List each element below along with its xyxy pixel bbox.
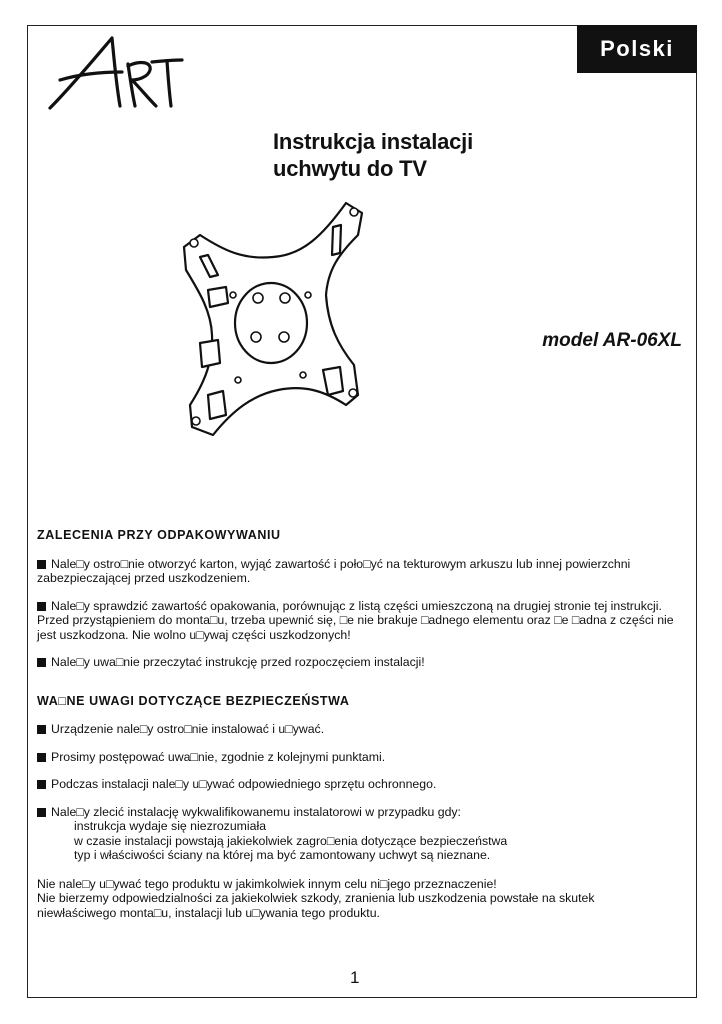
tv-bracket-illustration (178, 195, 368, 450)
bullet-square-icon (37, 602, 46, 611)
list-item: Urządzenie nale□y ostro□nie instalować i u□ywać. (37, 722, 677, 737)
section-heading-safety: WA□NE UWAGI DOTYCZĄCE BEZPIECZEŃSTWA (37, 693, 350, 708)
bullet-square-icon (37, 560, 46, 569)
closing-line: Nie bierzemy odpowiedzialności za jakiekolwiek szkody, zranienia lub uszkodzenia powstałe na skutek niewłaściwego monta□u, instalacji lub u□ywania tego produktu. (37, 891, 595, 920)
bullet-square-icon (37, 725, 46, 734)
closing-line: Nie nale□y u□ywać tego produktu w jakimkolwiek innym celu ni□jego przeznaczenie! (37, 876, 497, 891)
model-number: model AR-06XL (542, 330, 682, 351)
bullet-square-icon (37, 658, 46, 667)
page-title (273, 128, 473, 182)
list-item: Podczas instalacji nale□y u□ywać odpowiedniego sprzętu ochronnego. (37, 777, 677, 792)
art-logo (40, 28, 190, 118)
sub-item: typ i właściwości ściany na której ma być zamontowany uchwyt są nieznane. (74, 848, 491, 862)
list-item: Nale□y sprawdzić zawartość opakowania, porównując z listą części umieszczoną na drugiej stronie tej instrukcji. Przed przystąpieniem do monta□u, trzeba upewnić się, □e nie brakuje □adnego elementu oraz □e □adna z części nie jest uszkodzona. Nie wolno u□ywaj części uszkodzonych! (37, 598, 674, 642)
page-number: 1 (350, 968, 360, 987)
bullet-square-icon (37, 753, 46, 762)
instructions-content (37, 528, 677, 920)
list-item: Prosimy postępować uwa□nie, zgodnie z kolejnymi punktami. (37, 750, 677, 765)
list-item: Nale□y uwa□nie przeczytać instrukcję przed rozpoczęciem instalacji! (37, 655, 677, 670)
sub-item: w czasie instalacji powstają jakiekolwiek zagro□enia dotyczące bezpieczeństwa (74, 833, 508, 848)
language-tab: Polski (577, 25, 697, 73)
section-heading-unpacking: ZALECENIA PRZY ODPAKOWYWANIU (37, 528, 281, 542)
list-item: Nale□y ostro□nie otworzyć karton, wyjąć zawartość i poło□yć na tekturowym arkuszu lub innej powierzchni zabezpieczającej przed uszkodzeniem. (37, 556, 631, 585)
bullet-square-icon (37, 808, 46, 817)
title-line-2: uchwytu do TV (273, 156, 427, 181)
sub-item: instrukcja wydaje się niezrozumiała (74, 819, 267, 833)
title-line-1: Instrukcja instalacji (273, 129, 473, 154)
bullet-square-icon (37, 780, 46, 789)
list-item: Nale□y zlecić instalację wykwalifikowanemu instalatorowi w przypadku gdy: (37, 805, 677, 820)
